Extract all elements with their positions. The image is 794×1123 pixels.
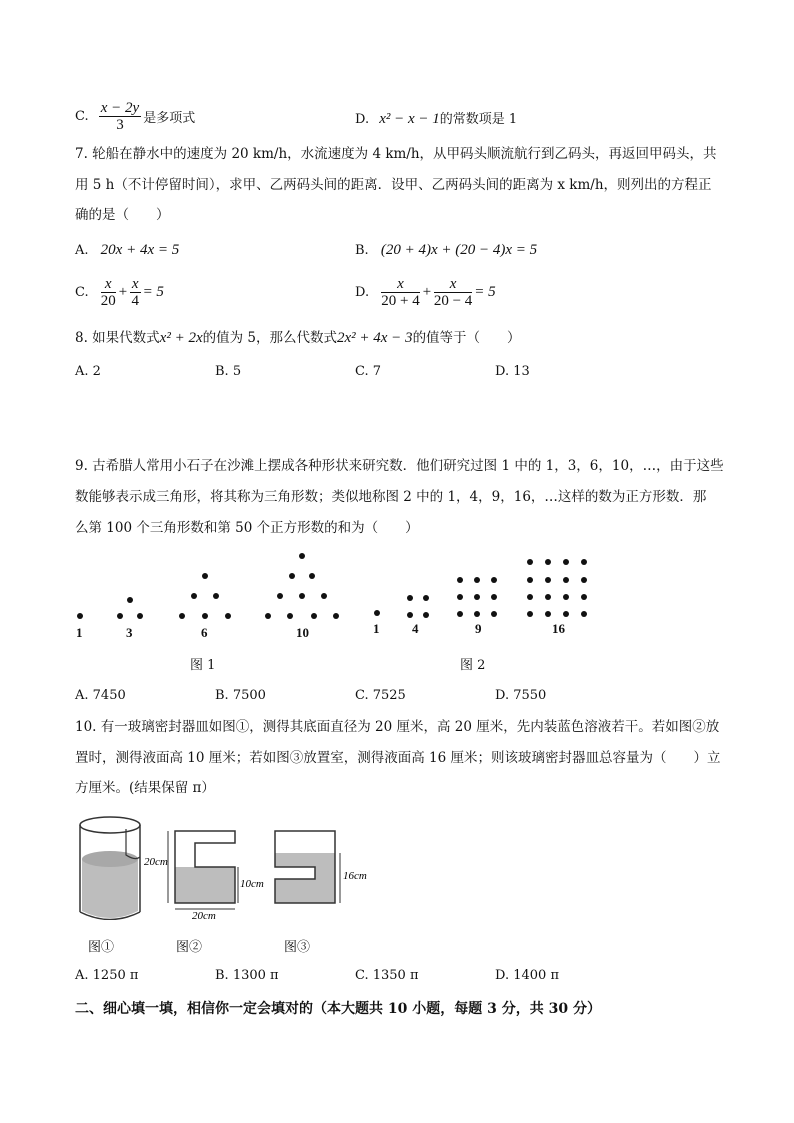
fig-caption-2: 图②	[176, 940, 203, 955]
dot	[474, 594, 480, 600]
dot	[289, 573, 295, 579]
dot	[457, 577, 463, 583]
q10-stem-line2: 置时，测得液面高 10 厘米；若如图③放置室，测得液面高 16 厘米；则该玻璃密封器皿总容量为（ ）立	[75, 750, 721, 766]
q6-c-fraction: $\frac{x - 2y}{3}$	[100, 100, 140, 133]
fig1-number: 1	[76, 625, 83, 640]
dot	[287, 613, 293, 619]
dot	[299, 593, 305, 599]
q7-option-b: B. (20 + 4)x + (20 − 4)x = 5	[355, 242, 538, 258]
fig1-number: 6	[201, 625, 208, 640]
dot	[309, 573, 315, 579]
dot	[545, 611, 551, 617]
fig2-number: 1	[373, 621, 380, 636]
dot	[77, 613, 83, 619]
figure2-square-numbers	[373, 559, 587, 636]
figure1-cylinder	[80, 817, 140, 920]
dot	[527, 559, 533, 565]
liquid-surface	[82, 851, 138, 867]
q7-stem-line1: 7. 轮船在静水中的速度为 20 km/h，水流速度为 4 km/h，从甲码头顺流航行到乙码头，再返回甲码头，共	[75, 146, 717, 162]
q9-option-a: A. 7450	[75, 688, 126, 703]
dot	[527, 577, 533, 583]
dot	[321, 593, 327, 599]
q7-option-c: C. $\frac{x}{20}$ + $\frac{x}{4}$ = 5	[75, 276, 164, 309]
fig1-caption: 图 1	[190, 658, 216, 673]
q9-option-b: B. 7500	[215, 688, 266, 703]
liquid	[82, 859, 138, 918]
dot	[225, 613, 231, 619]
q10-stem-line3: 方厘米。(结果保留 π）	[75, 780, 215, 796]
q9-dot-figures	[0, 545, 794, 645]
dot	[491, 594, 497, 600]
dot	[563, 559, 569, 565]
fig1-number: 10	[296, 625, 309, 640]
q10-stem-line1: 10. 有一玻璃密封器皿如图①，测得其底面直径为 20 厘米，高 20 厘米，先内装蓝色溶液若干。若如图②放	[75, 719, 720, 735]
dot	[191, 593, 197, 599]
dot	[581, 594, 587, 600]
fig2-number: 9	[475, 621, 482, 636]
q10-option-a: A. 1250 π	[75, 968, 139, 983]
dot	[581, 577, 587, 583]
q8-stem: 8. 如果代数式x² + 2x的值为 5，那么代数式2x² + 4x − 3的值等于（ ）	[75, 330, 521, 346]
dot	[137, 613, 143, 619]
q7-option-d: D. $\frac{x}{20 + 4}$ + $\frac{x}{20 - 4}$ = 5	[355, 276, 496, 309]
fig2-number: 16	[552, 621, 565, 636]
dot	[545, 594, 551, 600]
fig2-caption: 图 2	[460, 658, 486, 673]
fig-caption-1: 图①	[88, 940, 115, 955]
dot	[127, 597, 133, 603]
q9-option-c: C. 7525	[355, 688, 406, 703]
q10-option-b: B. 1300 π	[215, 968, 279, 983]
dot	[474, 577, 480, 583]
dot	[311, 613, 317, 619]
dot	[545, 577, 551, 583]
dot	[202, 573, 208, 579]
figure3-container	[275, 831, 367, 903]
q9-option-d: D. 7550	[495, 688, 547, 703]
dot	[563, 611, 569, 617]
dim-label: 16cm	[343, 870, 367, 882]
dot	[581, 559, 587, 565]
figure2-container	[144, 831, 264, 920]
dim-label: 20cm	[144, 856, 168, 868]
dot	[407, 612, 413, 618]
dot	[563, 594, 569, 600]
dot	[277, 593, 283, 599]
q7-stem-line2: 用 5 h（不计停留时间），求甲、乙两码头间的距离．设甲、乙两码头间的距离为 x km/h，则列出的方程正	[75, 177, 712, 193]
dot	[474, 611, 480, 617]
dot	[527, 611, 533, 617]
q8-option-b: B. 5	[215, 364, 242, 379]
q10-option-d: D. 1400 π	[495, 968, 559, 983]
dot	[581, 611, 587, 617]
dot	[491, 577, 497, 583]
figure1-triangle-numbers	[76, 553, 339, 640]
dot	[457, 611, 463, 617]
dot	[299, 553, 305, 559]
q6-option-d: D. x² − x − 1的常数项是 1	[355, 111, 518, 127]
q9-stem-line2: 数能够表示成三角形，将其称为三角形数；类似地称图 2 中的 1，4，9，16，…这样的数为正方形数．那	[75, 489, 707, 505]
q8-option-a: A. 2	[75, 364, 101, 379]
dim-label: 20cm	[192, 910, 216, 920]
dot	[333, 613, 339, 619]
dot	[407, 595, 413, 601]
dot	[265, 613, 271, 619]
dot	[423, 595, 429, 601]
q9-stem-line1: 9. 古希腊人常用小石子在沙滩上摆成各种形状来研究数．他们研究过图 1 中的 1，3，6，10，…，由于这些	[75, 458, 724, 474]
dot	[179, 613, 185, 619]
dim-label: 10cm	[240, 878, 264, 890]
q7-option-a: A. 20x + 4x = 5	[75, 242, 180, 258]
q7-stem-line3: 确的是（ ）	[75, 207, 170, 223]
dot	[423, 612, 429, 618]
dot	[457, 594, 463, 600]
q10-container-figures	[60, 815, 390, 920]
cylinder-top	[80, 817, 140, 833]
dot	[527, 594, 533, 600]
q6-option-c: C. $\frac{x - 2y}{3}$ 是多项式	[75, 100, 196, 133]
dot	[563, 577, 569, 583]
section2-title: 二、细心填一填，相信你一定会填对的（本大题共 10 小题，每题 3 分，共 30 分）	[75, 1001, 601, 1017]
q8-option-c: C. 7	[355, 364, 382, 379]
q10-option-c: C. 1350 π	[355, 968, 419, 983]
dot	[117, 613, 123, 619]
dot	[374, 610, 380, 616]
fig2-number: 4	[412, 621, 419, 636]
dot	[213, 593, 219, 599]
q8-option-d: D. 13	[495, 364, 530, 379]
q9-stem-line3: 么第 100 个三角形数和第 50 个正方形数的和为（ ）	[75, 520, 419, 536]
fig-caption-3: 图③	[284, 940, 311, 955]
dot	[202, 613, 208, 619]
liquid	[175, 867, 235, 903]
dot	[491, 611, 497, 617]
dot	[545, 559, 551, 565]
fig1-number: 3	[126, 625, 133, 640]
